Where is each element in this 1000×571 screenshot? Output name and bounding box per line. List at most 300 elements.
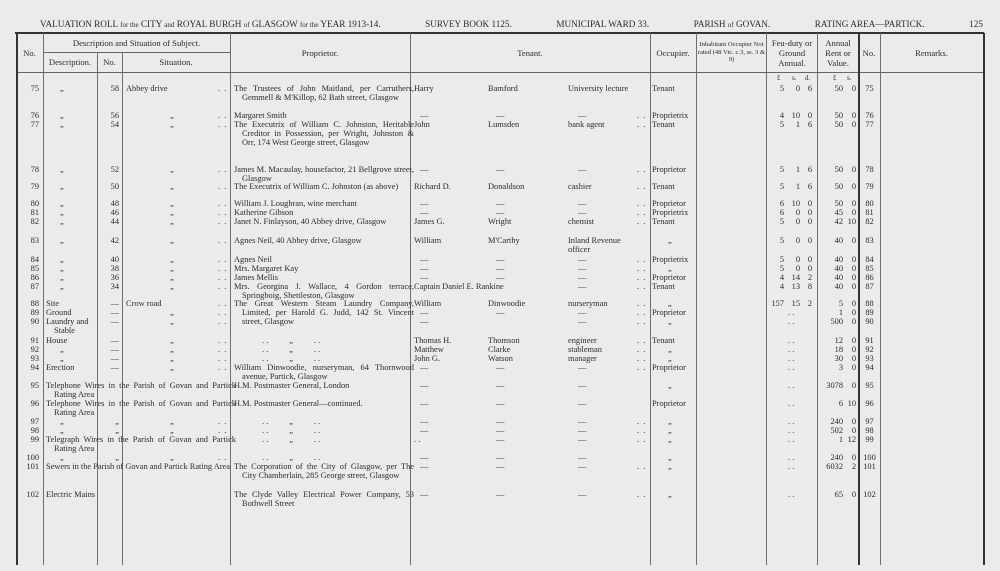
occupier: „ — [668, 490, 672, 499]
entry-number: 95 — [30, 381, 39, 390]
table-row — [0, 399, 1000, 417]
table-row — [0, 208, 1000, 217]
proprietor: Agnes Neil — [234, 255, 272, 264]
col-header-description: Description. — [48, 57, 92, 67]
tenant-forename: — — [420, 111, 429, 120]
entry-number: 81 — [30, 208, 39, 217]
tenant-occupation: — — [578, 199, 587, 208]
leader-dots: . . — [637, 345, 647, 354]
house-number: 56 — [110, 111, 119, 120]
entry-number: 87 — [30, 282, 39, 291]
proprietor: . . „ . . — [262, 354, 321, 363]
leader-dots: . . — [637, 490, 647, 499]
leader-dots: . . — [218, 282, 228, 291]
leader-dots: . . — [637, 208, 647, 217]
subject-description: Electric Mains — [46, 490, 96, 499]
feu-empty: . . — [788, 381, 795, 390]
leader-dots: . . — [218, 255, 228, 264]
situation: „ — [170, 120, 174, 129]
rent-pounds: 1 — [838, 435, 843, 444]
tenant-occupation: engineer — [568, 336, 597, 345]
table-row — [0, 111, 1000, 120]
leader-dots: . . — [637, 336, 647, 345]
rent-pounds: 3078 — [826, 381, 843, 390]
rent-pounds: 240 — [830, 417, 843, 426]
leader-dots: . . — [218, 453, 228, 462]
entry-number-right: 75 — [865, 84, 874, 93]
subject-description: House — [46, 336, 68, 345]
rent-pounds: 500 — [830, 317, 843, 326]
proprietor: . . „ . . — [262, 417, 321, 426]
situation: „ — [170, 111, 174, 120]
parish-text: PARISH — [693, 19, 726, 29]
subject-description: „ — [60, 264, 64, 273]
rent-shillings: 0 — [851, 273, 856, 282]
rent-shillings: 0 — [851, 417, 856, 426]
leader-dots: . . — [637, 299, 647, 308]
leader-dots: . . — [637, 417, 647, 426]
entry-number: 75 — [30, 84, 39, 93]
leader-dots: . . — [637, 363, 647, 372]
leader-dots: . . — [218, 336, 228, 345]
entry-number: 96 — [30, 399, 39, 408]
house-number: — — [110, 336, 119, 345]
house-number: 36 — [110, 273, 119, 282]
entry-number-right: 96 — [865, 399, 874, 408]
situation: „ — [170, 255, 174, 264]
leader-dots: . . — [218, 345, 228, 354]
proprietor: The Executrix of William C. Johnston, Heritable Creditor in Possession, per Wright, Johnston & Orr, 174 West George street, Glasgow — [234, 120, 414, 147]
feu-pence: 2 — [807, 299, 812, 308]
house-number: — — [110, 299, 119, 308]
tenant-occupation: — — [578, 399, 587, 408]
tenant-occupation: — — [578, 426, 587, 435]
feu-pounds: 5 — [779, 165, 784, 174]
title-text: ROYAL BURGH — [176, 19, 242, 29]
tenant-occupation: University lecture — [568, 84, 629, 93]
tenant-surname: — — [496, 111, 505, 120]
rent-pounds: 50 — [834, 120, 843, 129]
tenant-forename: John G. — [414, 354, 441, 363]
tenant-occupation: — — [578, 273, 587, 282]
tenant-occupation: stableman — [568, 345, 602, 354]
situation: „ — [170, 354, 174, 363]
feu-shillings: 13 — [791, 282, 800, 291]
tenant-occupation: — — [578, 264, 587, 273]
proprietor: . . „ . . — [262, 453, 321, 462]
rent-shillings: 0 — [851, 381, 856, 390]
subject-description: „ — [60, 255, 64, 264]
tenant-occupation: manager — [568, 354, 597, 363]
entry-number: 100 — [26, 453, 39, 462]
house-number: — — [110, 354, 119, 363]
subject-description: „ — [60, 208, 64, 217]
feu-pounds: 5 — [779, 264, 784, 273]
tenant-forename: Matthew — [414, 345, 444, 354]
rent-pounds: 12 — [834, 336, 843, 345]
entry-number-right: 89 — [865, 308, 874, 317]
tenant-surname: — — [496, 165, 505, 174]
subject-description: „ — [60, 345, 64, 354]
tenant-forename: — — [420, 165, 429, 174]
tenant-forename: — — [420, 462, 429, 471]
leader-dots: . . — [637, 462, 647, 471]
feu-unit-pounds: £ — [777, 74, 781, 82]
entry-number-right: 90 — [865, 317, 874, 326]
rent-pounds: 50 — [834, 199, 843, 208]
rent-shillings: 0 — [851, 165, 856, 174]
feu-shillings: 0 — [795, 208, 800, 217]
col-header-annual-rent: Annual Rent or Value. — [825, 38, 851, 68]
leader-dots: . . — [637, 435, 647, 444]
col-header-no2: No. — [862, 48, 876, 58]
house-number: — — [110, 317, 119, 326]
rent-pounds: 40 — [834, 236, 843, 245]
col-header-feu-duty: Feu-duty or Ground Annual. — [771, 38, 813, 68]
house-number: — — [110, 345, 119, 354]
subject-description: „ — [60, 217, 64, 226]
occupier: Proprietor — [652, 308, 686, 317]
feu-empty: . . — [788, 462, 795, 471]
situation: „ — [170, 264, 174, 273]
rent-shillings: 0 — [851, 255, 856, 264]
rent-pounds: 45 — [834, 208, 843, 217]
occupier: „ — [668, 264, 672, 273]
tenant-occupation: — — [578, 435, 587, 444]
feu-shillings: 0 — [795, 236, 800, 245]
subject-group-rule — [43, 52, 230, 53]
tenant-forename: Harry — [414, 84, 434, 93]
leader-dots: . . — [637, 111, 647, 120]
proprietor: The Great Western Steam Laundry Company, Limited, per Harold G. Judd, 142 St. Vincent street, Glasgow — [234, 299, 414, 326]
tenant-surname: — — [496, 208, 505, 217]
title-text: YEAR 1913-14. — [320, 19, 381, 29]
subject-description: Erection — [46, 363, 75, 372]
leader-dots: . . — [218, 317, 228, 326]
tenant-surname: Donaldson — [488, 182, 525, 191]
feu-shillings: 14 — [791, 273, 800, 282]
table-row — [0, 120, 1000, 147]
proprietor: William J. Loughran, wine merchant — [234, 199, 357, 208]
feu-empty: . . — [788, 426, 795, 435]
feu-shillings: 15 — [791, 299, 800, 308]
feu-pounds: 6 — [779, 208, 784, 217]
table-row — [0, 264, 1000, 273]
feu-empty: . . — [788, 363, 795, 372]
occupier: „ — [668, 426, 672, 435]
house-number: 52 — [110, 165, 119, 174]
proprietor: Margaret Smith — [234, 111, 287, 120]
feu-empty: . . — [788, 453, 795, 462]
leader-dots: . . — [218, 273, 228, 282]
feu-pence: 0 — [807, 208, 812, 217]
proprietor: . . „ . . — [262, 336, 321, 345]
title-text: CITY — [140, 19, 162, 29]
tenant-occupation: cashier — [568, 182, 592, 191]
feu-empty: . . — [788, 354, 795, 363]
entry-number: 97 — [30, 417, 39, 426]
rent-shillings: 0 — [851, 84, 856, 93]
leader-dots: . . — [637, 165, 647, 174]
subject-description: Ground — [46, 308, 72, 317]
rent-pounds: 6 — [838, 399, 843, 408]
table-row — [0, 182, 1000, 191]
tenant-surname: — — [496, 417, 505, 426]
entry-number: 89 — [30, 308, 39, 317]
rent-pounds: 50 — [834, 111, 843, 120]
proprietor: The Clyde Valley Electrical Power Company, 53 Bothwell Street — [234, 490, 414, 508]
rent-shillings: 0 — [851, 308, 856, 317]
entry-number-right: 84 — [865, 255, 874, 264]
tenant-occupation: nurseryman — [568, 299, 608, 308]
leader-dots: . . — [637, 426, 647, 435]
occupier: Tenant — [652, 336, 675, 345]
tenant-forename: — — [420, 308, 429, 317]
proprietor: Mrs. Margaret Kay — [234, 264, 299, 273]
rent-shillings: 0 — [851, 490, 856, 499]
house-number: 38 — [110, 264, 119, 273]
entry-number-right: 99 — [865, 435, 874, 444]
tenant-surname: — — [496, 435, 505, 444]
occupier: „ — [668, 453, 672, 462]
entry-number-right: 81 — [865, 208, 874, 217]
occupier: Proprietor — [652, 199, 686, 208]
rent-pounds: 50 — [834, 165, 843, 174]
occupier: Proprietor — [652, 165, 686, 174]
leader-dots: . . — [637, 120, 647, 129]
tenant-forename: — — [420, 255, 429, 264]
subject-description: „ — [60, 273, 64, 282]
occupier: Tenant — [652, 217, 675, 226]
table-top-rule — [15, 32, 984, 34]
feu-pounds: 5 — [779, 217, 784, 226]
tenant-forename: — — [420, 317, 429, 326]
house-number: 48 — [110, 199, 119, 208]
feu-pounds: 5 — [779, 182, 784, 191]
rent-pounds: 18 — [834, 345, 843, 354]
tenant-occupation: Inland Revenue officer — [568, 236, 621, 254]
col-header-situation: Situation. — [159, 57, 193, 67]
rent-shillings: 0 — [851, 426, 856, 435]
entry-number: 93 — [30, 354, 39, 363]
house-number: 54 — [110, 120, 119, 129]
rent-shillings: 0 — [851, 363, 856, 372]
proprietor: H.M. Postmaster General, London — [234, 381, 350, 390]
leader-dots: . . — [637, 217, 647, 226]
tenant-surname: Dinwoodie — [488, 299, 526, 308]
leader-dots: . . — [218, 182, 228, 191]
table-row — [0, 417, 1000, 426]
feu-empty: . . — [788, 308, 795, 317]
entry-number: 88 — [30, 299, 39, 308]
title-text: and — [164, 21, 175, 29]
rent-pounds: 50 — [834, 182, 843, 191]
table-row — [0, 363, 1000, 381]
leader-dots: . . — [218, 217, 228, 226]
tenant-surname: — — [496, 255, 505, 264]
subject-description: „ — [60, 182, 64, 191]
entry-number: 79 — [30, 182, 39, 191]
situation: „ — [170, 453, 174, 462]
rent-shillings: 0 — [851, 453, 856, 462]
feu-shillings: 0 — [795, 84, 800, 93]
tenant-forename: — — [420, 426, 429, 435]
tenant-surname: Bamford — [488, 84, 518, 93]
feu-empty: . . — [788, 435, 795, 444]
house-number: „ — [115, 453, 119, 462]
entry-number-right: 102 — [863, 490, 876, 499]
tenant-surname: — — [496, 490, 505, 499]
leader-dots: . . — [637, 354, 647, 363]
rent-pounds: 1 — [838, 308, 843, 317]
entry-number-right: 94 — [865, 363, 874, 372]
feu-pence: 0 — [807, 217, 812, 226]
feu-pounds: 5 — [779, 120, 784, 129]
entry-number-right: 88 — [865, 299, 874, 308]
feu-pounds: 5 — [779, 255, 784, 264]
feu-pounds: 6 — [779, 199, 784, 208]
tenant-forename: — — [420, 273, 429, 282]
rent-shillings: 0 — [851, 264, 856, 273]
leader-dots: . . — [218, 354, 228, 363]
leader-dots: . . — [637, 317, 647, 326]
leader-dots: . . — [637, 282, 647, 291]
rent-shillings: 2 — [851, 462, 856, 471]
tenant-surname: — — [496, 363, 505, 372]
rent-pounds: 30 — [834, 354, 843, 363]
tenant-forename: — — [420, 208, 429, 217]
col-header-tenant: Tenant. — [517, 48, 543, 58]
situation: „ — [170, 182, 174, 191]
house-number: 44 — [110, 217, 119, 226]
subject-description: Telephone Wires in the Parish of Govan and Partick Rating Area — [46, 381, 236, 399]
tenant-occupation: — — [578, 282, 587, 291]
house-number: 50 — [110, 182, 119, 191]
occupier: Tenant — [652, 282, 675, 291]
rent-shillings: 12 — [847, 435, 856, 444]
feu-pence: 6 — [807, 84, 812, 93]
proprietor: Agnes Neil, 40 Abbey drive, Glasgow — [234, 236, 362, 245]
proprietor: Mrs. Georgina J. Wallace, 4 Gordon terrace, Springboig, Shettleston, Glasgow — [234, 282, 414, 300]
rent-unit-pounds: £ — [833, 74, 837, 82]
table-row — [0, 217, 1000, 226]
proprietor: The Corporation of the City of Glasgow, per The City Chamberlain, 285 George street, Glasgow — [234, 462, 414, 480]
rent-pounds: 6032 — [826, 462, 843, 471]
feu-shillings: 1 — [795, 120, 800, 129]
situation: „ — [170, 363, 174, 372]
table-row — [0, 490, 1000, 508]
subject-description: „ — [60, 453, 64, 462]
table-row — [0, 336, 1000, 345]
situation: Abbey drive — [126, 84, 168, 93]
feu-shillings: 1 — [795, 182, 800, 191]
occupier: Proprietor — [652, 363, 686, 372]
subject-description: „ — [60, 120, 64, 129]
entry-number: 101 — [26, 462, 39, 471]
tenant-forename: Richard D. — [414, 182, 451, 191]
entry-number: 98 — [30, 426, 39, 435]
feu-pounds: 4 — [779, 111, 784, 120]
entry-number-right: 83 — [865, 236, 874, 245]
rent-pounds: 3 — [838, 363, 843, 372]
subject-description: „ — [60, 236, 64, 245]
leader-dots: . . — [637, 264, 647, 273]
subject-description: „ — [60, 199, 64, 208]
rent-pounds: 50 — [834, 84, 843, 93]
proprietor: The Trustees of John Maitland, per Carruthers, Gemmell & M'Killop, 62 Bath street, Glasgow — [234, 84, 414, 102]
rent-shillings: 10 — [847, 399, 856, 408]
feu-pounds: 5 — [779, 236, 784, 245]
table-row — [0, 317, 1000, 335]
feu-empty: . . — [788, 417, 795, 426]
roll-title — [40, 20, 381, 30]
rating-area: RATING AREA—PARTICK. — [814, 19, 925, 29]
table-row — [0, 236, 1000, 254]
feu-shillings: 0 — [795, 217, 800, 226]
rent-pounds: 40 — [834, 255, 843, 264]
table-row — [0, 255, 1000, 264]
rent-shillings: 0 — [851, 120, 856, 129]
entry-number-right: 92 — [865, 345, 874, 354]
entry-number: 84 — [30, 255, 39, 264]
subject-description: „ — [60, 354, 64, 363]
occupier: Tenant — [652, 182, 675, 191]
proprietor: Katherine Gibson — [234, 208, 294, 217]
table-row — [0, 273, 1000, 282]
house-number: „ — [115, 426, 119, 435]
entry-number-right: 78 — [865, 165, 874, 174]
table-row — [0, 199, 1000, 208]
feu-shillings: 0 — [795, 264, 800, 273]
rent-pounds: 65 — [834, 490, 843, 499]
tenant-occupation: — — [578, 363, 587, 372]
entry-number-right: 87 — [865, 282, 874, 291]
col-header-proprietor: Proprietor. — [301, 48, 339, 58]
situation: „ — [170, 282, 174, 291]
subject-description: „ — [60, 417, 64, 426]
col-header-no: No. — [23, 48, 36, 58]
leader-dots: . . — [637, 199, 647, 208]
occupier: Tenant — [652, 84, 675, 93]
entry-number-right: 85 — [865, 264, 874, 273]
subject-description: Telegraph Wires in the Parish of Govan and Partick Rating Area — [46, 435, 236, 453]
subject-description: Laundry and Stable — [46, 317, 89, 335]
feu-pence: 6 — [807, 165, 812, 174]
table-row — [0, 345, 1000, 354]
situation: „ — [170, 336, 174, 345]
tenant-forename: — — [420, 264, 429, 273]
feu-empty: . . — [788, 490, 795, 499]
entry-number-right: 79 — [865, 182, 874, 191]
entry-number-right: 76 — [865, 111, 874, 120]
tenant-forename: — — [420, 381, 429, 390]
proprietor: . . „ . . — [262, 426, 321, 435]
leader-dots: . . — [218, 308, 228, 317]
parish-text: GOVAN. — [735, 19, 771, 29]
situation: Crow road — [126, 299, 162, 308]
tenant-surname: Watson — [488, 354, 513, 363]
feu-pence: 0 — [807, 111, 812, 120]
table-row — [0, 165, 1000, 183]
situation: „ — [170, 208, 174, 217]
occupier: Proprietrix — [652, 111, 689, 120]
leader-dots: . . — [637, 273, 647, 282]
leader-dots: . . — [218, 363, 228, 372]
subject-description: „ — [60, 165, 64, 174]
entry-number: 99 — [30, 435, 39, 444]
tenant-surname: — — [496, 462, 505, 471]
title-text: for the — [120, 21, 139, 29]
